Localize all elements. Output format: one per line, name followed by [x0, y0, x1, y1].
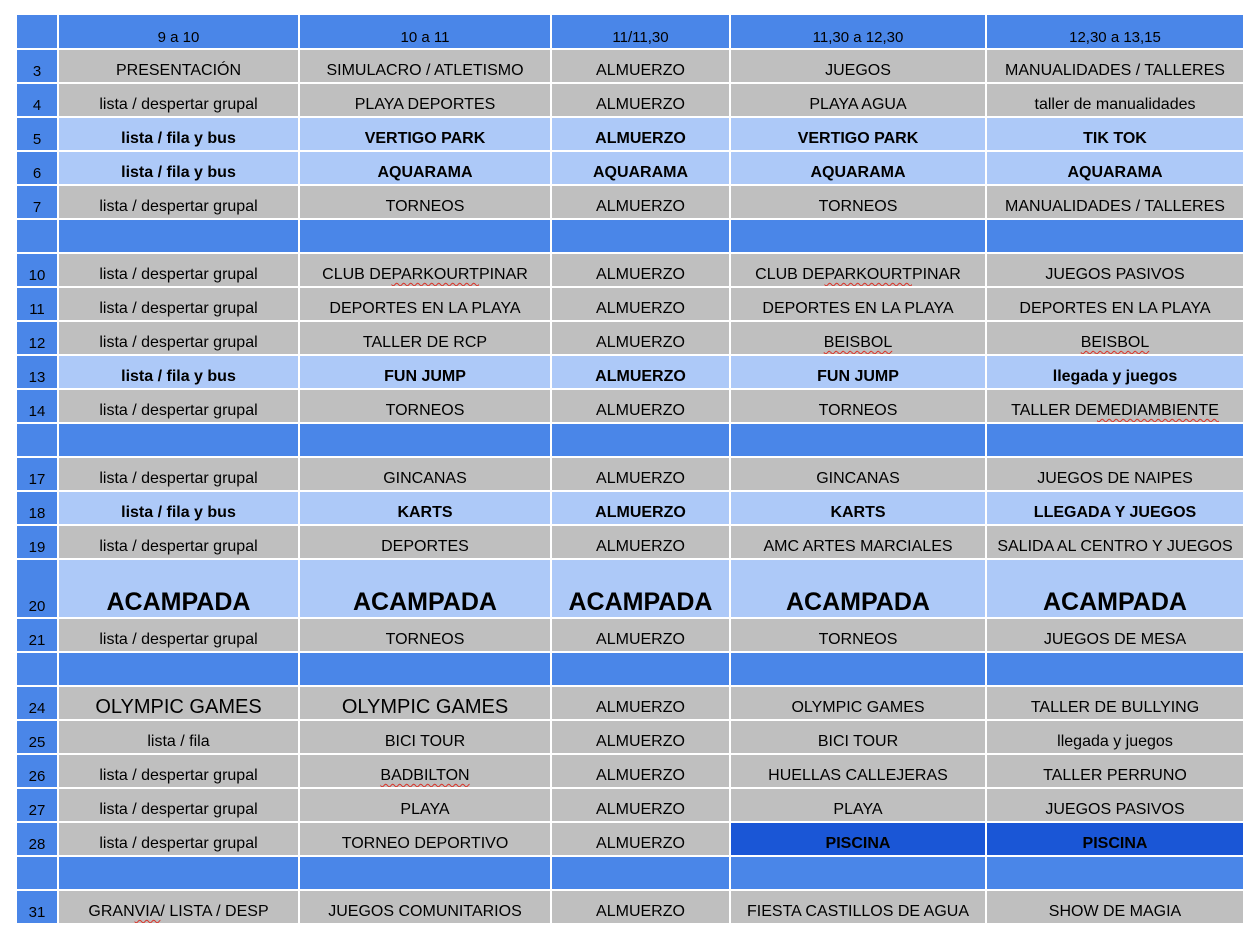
activity-cell: ALMUERZO	[552, 254, 729, 286]
day-number: 31	[17, 891, 57, 923]
day-number: 5	[17, 118, 57, 150]
activity-cell: ACAMPADA	[300, 560, 550, 617]
activity-cell: ALMUERZO	[552, 492, 729, 524]
activity-cell: llegada y juegos	[987, 356, 1243, 388]
activity-cell: OLYMPIC GAMES	[59, 687, 298, 719]
activity-cell: FUN JUMP	[731, 356, 985, 388]
activity-cell: ALMUERZO	[552, 50, 729, 82]
activity-cell: ALMUERZO	[552, 84, 729, 116]
activity-cell: FUN JUMP	[300, 356, 550, 388]
spellcheck-word: VIA	[134, 903, 161, 920]
activity-cell: lista / despertar grupal	[59, 526, 298, 558]
activity-cell: PISCINA	[987, 823, 1243, 855]
activity-cell: TORNEO DEPORTIVO	[300, 823, 550, 855]
day-number: 10	[17, 254, 57, 286]
activity-cell: lista / despertar grupal	[59, 458, 298, 490]
separator-cell	[552, 857, 729, 889]
activity-cell: lista / despertar grupal	[59, 254, 298, 286]
activity-cell: PISCINA	[731, 823, 985, 855]
separator-cell	[300, 653, 550, 685]
separator-cell	[987, 220, 1243, 252]
separator-cell	[731, 220, 985, 252]
activity-cell: FIESTA CASTILLOS DE AGUA	[731, 891, 985, 923]
day-number: 28	[17, 823, 57, 855]
activity-cell: TORNEOS	[300, 186, 550, 218]
activity-cell: ACAMPADA	[552, 560, 729, 617]
activity-cell: JUEGOS COMUNITARIOS	[300, 891, 550, 923]
separator-cell	[731, 424, 985, 456]
spellcheck-word: BEISBOL	[1080, 334, 1150, 351]
activity-cell	[300, 755, 550, 787]
activity-cell: TORNEOS	[300, 619, 550, 651]
spellcheck-word: MEDIAMBIENTE	[1097, 402, 1219, 419]
day-number: 12	[17, 322, 57, 354]
activity-cell: lista / despertar grupal	[59, 84, 298, 116]
activity-cell: ALMUERZO	[552, 356, 729, 388]
day-number: 25	[17, 721, 57, 753]
separator-cell	[552, 424, 729, 456]
day-number: 3	[17, 50, 57, 82]
activity-cell: lista / despertar grupal	[59, 755, 298, 787]
activity-cell: TORNEOS	[300, 390, 550, 422]
activity-cell: lista / despertar grupal	[59, 619, 298, 651]
activity-cell: lista / despertar grupal	[59, 390, 298, 422]
activity-cell: BICI TOUR	[731, 721, 985, 753]
day-number: 24	[17, 687, 57, 719]
activity-cell	[300, 254, 550, 286]
activity-text: / LISTA / DESP	[160, 903, 269, 920]
activity-cell: AQUARAMA	[300, 152, 550, 184]
day-number: 13	[17, 356, 57, 388]
activity-cell: llegada y juegos	[987, 721, 1243, 753]
separator-cell	[987, 857, 1243, 889]
activity-cell: MANUALIDADES / TALLERES	[987, 186, 1243, 218]
activity-cell	[987, 322, 1243, 354]
activity-cell: OLYMPIC GAMES	[300, 687, 550, 719]
day-number: 7	[17, 186, 57, 218]
header-cell: 12,30 a 13,15	[987, 15, 1243, 48]
day-number: 20	[17, 560, 57, 617]
activity-cell: ALMUERZO	[552, 891, 729, 923]
header-cell: 10 a 11	[300, 15, 550, 48]
activity-cell: DEPORTES EN LA PLAYA	[987, 288, 1243, 320]
activity-text: GRAN	[88, 903, 135, 920]
activity-text: PINAR	[478, 266, 528, 283]
spellcheck-word: PARKOURT	[391, 266, 479, 283]
activity-cell: SALIDA AL CENTRO Y JUEGOS	[987, 526, 1243, 558]
day-number: 6	[17, 152, 57, 184]
activity-cell: VERTIGO PARK	[300, 118, 550, 150]
separator-cell	[987, 424, 1243, 456]
activity-cell: TALLER DE RCP	[300, 322, 550, 354]
activity-cell: AQUARAMA	[731, 152, 985, 184]
activity-cell: AMC ARTES MARCIALES	[731, 526, 985, 558]
activity-cell: BICI TOUR	[300, 721, 550, 753]
separator-cell	[17, 424, 57, 456]
day-number: 26	[17, 755, 57, 787]
activity-cell: JUEGOS DE MESA	[987, 619, 1243, 651]
activity-cell: PLAYA	[731, 789, 985, 821]
day-number: 19	[17, 526, 57, 558]
activity-cell: JUEGOS	[731, 50, 985, 82]
activity-cell: TALLER PERRUNO	[987, 755, 1243, 787]
activity-cell: lista / fila y bus	[59, 356, 298, 388]
activity-cell: KARTS	[731, 492, 985, 524]
activity-cell: AQUARAMA	[987, 152, 1243, 184]
activity-cell: lista / fila	[59, 721, 298, 753]
activity-cell: lista / despertar grupal	[59, 288, 298, 320]
activity-cell: JUEGOS PASIVOS	[987, 254, 1243, 286]
activity-cell: TIK TOK	[987, 118, 1243, 150]
activity-cell: JUEGOS DE NAIPES	[987, 458, 1243, 490]
activity-cell: TALLER DE BULLYING	[987, 687, 1243, 719]
separator-cell	[300, 857, 550, 889]
activity-cell: lista / despertar grupal	[59, 789, 298, 821]
separator-cell	[17, 220, 57, 252]
day-number: 21	[17, 619, 57, 651]
activity-cell: GINCANAS	[731, 458, 985, 490]
activity-text: PINAR	[911, 266, 961, 283]
separator-cell	[59, 857, 298, 889]
day-number: 17	[17, 458, 57, 490]
activity-cell: ALMUERZO	[552, 687, 729, 719]
activity-text: TALLER DE	[1011, 402, 1098, 419]
header-cell: 11,30 a 12,30	[731, 15, 985, 48]
header-cell: 9 a 10	[59, 15, 298, 48]
activity-cell: lista / despertar grupal	[59, 186, 298, 218]
separator-cell	[987, 653, 1243, 685]
activity-cell: DEPORTES EN LA PLAYA	[731, 288, 985, 320]
activity-cell: DEPORTES EN LA PLAYA	[300, 288, 550, 320]
separator-cell	[552, 220, 729, 252]
day-number: 11	[17, 288, 57, 320]
activity-cell: TORNEOS	[731, 186, 985, 218]
activity-cell	[731, 254, 985, 286]
day-number: 14	[17, 390, 57, 422]
activity-cell: PLAYA AGUA	[731, 84, 985, 116]
activity-cell: ALMUERZO	[552, 322, 729, 354]
activity-cell: ALMUERZO	[552, 390, 729, 422]
day-number: 27	[17, 789, 57, 821]
separator-cell	[731, 857, 985, 889]
activity-cell: ALMUERZO	[552, 721, 729, 753]
activity-cell: DEPORTES	[300, 526, 550, 558]
activity-cell: PLAYA	[300, 789, 550, 821]
activity-cell: GINCANAS	[300, 458, 550, 490]
separator-cell	[300, 220, 550, 252]
spellcheck-word: BEISBOL	[823, 334, 893, 351]
activity-cell: taller de manualidades	[987, 84, 1243, 116]
activity-cell: SHOW DE MAGIA	[987, 891, 1243, 923]
header-corner	[17, 15, 57, 48]
activity-cell: HUELLAS CALLEJERAS	[731, 755, 985, 787]
activity-cell: ALMUERZO	[552, 789, 729, 821]
activity-cell: ALMUERZO	[552, 755, 729, 787]
separator-cell	[300, 424, 550, 456]
activity-cell: ACAMPADA	[987, 560, 1243, 617]
activity-cell: PRESENTACIÓN	[59, 50, 298, 82]
activity-cell: ALMUERZO	[552, 823, 729, 855]
separator-cell	[17, 857, 57, 889]
activity-cell: ALMUERZO	[552, 619, 729, 651]
activity-cell: VERTIGO PARK	[731, 118, 985, 150]
activity-cell: lista / fila y bus	[59, 492, 298, 524]
activity-cell: ACAMPADA	[59, 560, 298, 617]
activity-cell: lista / despertar grupal	[59, 322, 298, 354]
separator-cell	[59, 424, 298, 456]
activity-cell: ALMUERZO	[552, 458, 729, 490]
activity-cell: KARTS	[300, 492, 550, 524]
activity-cell: SIMULACRO / ATLETISMO	[300, 50, 550, 82]
header-cell: 11/11,30	[552, 15, 729, 48]
activity-cell: lista / fila y bus	[59, 152, 298, 184]
activity-cell: AQUARAMA	[552, 152, 729, 184]
activity-text: CLUB DE	[755, 266, 825, 283]
separator-cell	[17, 653, 57, 685]
separator-cell	[552, 653, 729, 685]
activity-cell: lista / fila y bus	[59, 118, 298, 150]
activity-cell: ALMUERZO	[552, 288, 729, 320]
separator-cell	[59, 653, 298, 685]
activity-cell	[731, 322, 985, 354]
spellcheck-word: PARKOURT	[824, 266, 912, 283]
activity-cell	[987, 390, 1243, 422]
activity-cell: ALMUERZO	[552, 526, 729, 558]
activity-cell: ACAMPADA	[731, 560, 985, 617]
activity-cell: JUEGOS PASIVOS	[987, 789, 1243, 821]
activity-cell: ALMUERZO	[552, 118, 729, 150]
activity-cell: MANUALIDADES / TALLERES	[987, 50, 1243, 82]
spellcheck-word: BADBILTON	[380, 767, 470, 784]
activity-cell	[59, 891, 298, 923]
activity-cell: OLYMPIC GAMES	[731, 687, 985, 719]
separator-cell	[59, 220, 298, 252]
activity-cell: lista / despertar grupal	[59, 823, 298, 855]
activity-cell: TORNEOS	[731, 619, 985, 651]
day-number: 4	[17, 84, 57, 116]
activity-cell: PLAYA DEPORTES	[300, 84, 550, 116]
activity-text: CLUB DE	[322, 266, 392, 283]
activity-cell: ALMUERZO	[552, 186, 729, 218]
activity-cell: LLEGADA Y JUEGOS	[987, 492, 1243, 524]
activity-cell: TORNEOS	[731, 390, 985, 422]
separator-cell	[731, 653, 985, 685]
day-number: 18	[17, 492, 57, 524]
